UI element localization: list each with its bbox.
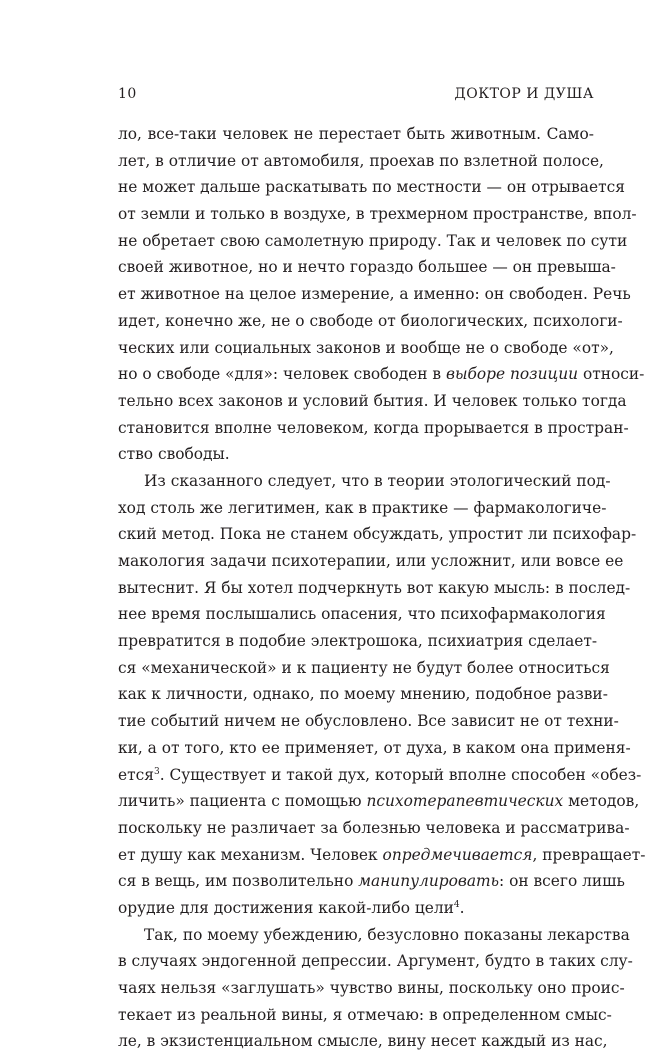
paragraph bbox=[118, 121, 645, 468]
text-line: своей животное, но и нечто гораздо большее — он превыша- bbox=[118, 258, 616, 277]
text-line: ся в вещь, им позволительно манипулировать: он всего лишь bbox=[118, 872, 625, 891]
text-line: как к личности, однако, по моему мнению, подобное разви- bbox=[118, 685, 608, 704]
text-line: но о свободе «для»: человек свободен в выборе позиции относи- bbox=[118, 365, 645, 384]
emphasis: манипулировать bbox=[358, 872, 499, 891]
text-line: Так, по моему убеждению, безусловно показаны лекарства bbox=[144, 925, 630, 944]
text-line: тельно всех законов и условий бытия. И человек только тогда bbox=[118, 391, 627, 410]
footnote-marker: 4 bbox=[453, 899, 460, 910]
running-title: ДОКТОР И ДУША bbox=[454, 86, 594, 102]
text-line: ский метод. Пока не станем обсуждать, упростит ли психофар- bbox=[118, 525, 637, 544]
text-line: чаях нельзя «заглушать» чувство вины, поскольку оно проис- bbox=[118, 979, 625, 997]
text-line: поскольку не различает за болезнью человека и рассматрива- bbox=[118, 818, 630, 837]
emphasis: психотерапевтических bbox=[366, 792, 564, 811]
text-line: от земли и только в воздухе, в трехмерном пространстве, впол- bbox=[118, 205, 637, 224]
text-line: ле, в экзистенциальном смысле, вину несет каждый из нас, bbox=[118, 1032, 608, 1051]
text-line: становится вполне человеком, когда прорывается в простран- bbox=[118, 418, 629, 437]
text-line: ки, а от того, кто ее применяет, от духа, в каком она применя- bbox=[118, 738, 631, 757]
text-line: вытеснит. Я бы хотел подчеркнуть вот какую мысль: в послед- bbox=[118, 578, 631, 597]
text-line: ческих или социальных законов и вообще не о свободе «от», bbox=[118, 338, 614, 357]
footnote-marker: 3 bbox=[153, 766, 160, 777]
text-line: идет, конечно же, не о свободе от биологических, психологи- bbox=[118, 311, 623, 330]
text-line: Из сказанного следует, что в теории этологический под- bbox=[144, 471, 611, 490]
text-line: ход столь же легитимен, как в практике — фармакологиче- bbox=[118, 498, 607, 517]
running-header bbox=[118, 86, 594, 108]
paragraph bbox=[118, 468, 646, 922]
paragraph bbox=[118, 922, 633, 1055]
emphasis: опредмечивается bbox=[382, 845, 533, 864]
text-line: нее время послышались опасения, что психофармакология bbox=[118, 605, 606, 624]
text-line: не может дальше раскатывать по местности — он отрывается bbox=[118, 178, 625, 197]
text-line: превратится в подобие электрошока, психиатрия сделает- bbox=[118, 632, 598, 651]
text-line: ло, все-таки человек не перестает быть животным. Само- bbox=[118, 125, 594, 143]
text-line: ет душу как механизм. Человек опредмечивается, превращает- bbox=[118, 845, 646, 864]
text-line: в случаях эндогенной депрессии. Аргумент, будто в таких слу- bbox=[118, 952, 633, 971]
text-line: ство свободы. bbox=[118, 445, 230, 464]
text-line: ется$^3$. Существует и такой дух, который вполне способен «обез- bbox=[118, 765, 642, 784]
text-line: личить» пациента с помощью психотерапевтических методов, bbox=[118, 792, 640, 811]
text-line: не обретает свою самолетную природу. Так и человек по сути bbox=[118, 231, 628, 250]
body-text bbox=[118, 121, 646, 1055]
emphasis: выборе позиции bbox=[446, 365, 579, 384]
text-line: макология задачи психотерапии, или усложнит, или вовсе ее bbox=[118, 552, 624, 570]
text-line: ет животное на целое измерение, а именно: он свободен. Речь bbox=[118, 285, 631, 304]
page-number: 10 bbox=[118, 86, 137, 102]
text-line: текает из реальной вины, я отмечаю: в определенном смыс- bbox=[118, 1005, 612, 1024]
text-line: ся «механической» и к пациенту не будут более относиться bbox=[118, 658, 610, 677]
text-line: тие событий ничем не обусловлено. Все зависит не от техни- bbox=[118, 712, 619, 731]
text-line: лет, в отличие от автомобиля, проехав по взлетной полосе, bbox=[118, 151, 604, 170]
text-line: орудие для достижения какой-либо цели$^4$. bbox=[118, 898, 465, 917]
